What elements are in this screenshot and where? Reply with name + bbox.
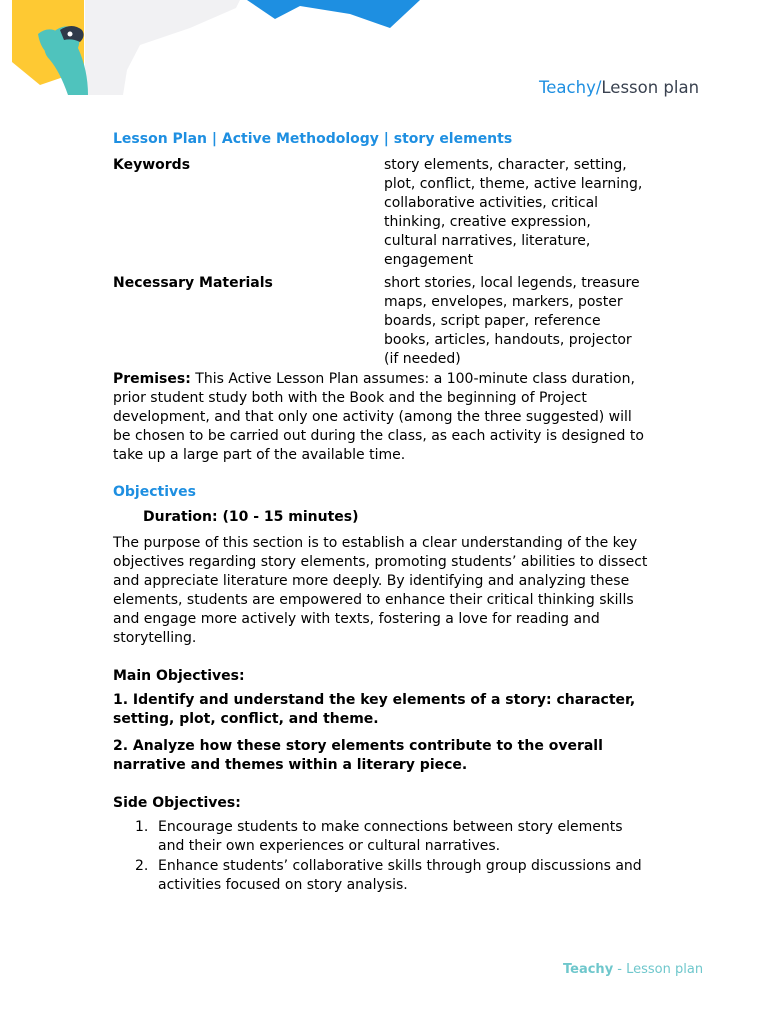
brand-name: Teachy/	[539, 78, 602, 97]
side-objectives-list	[113, 818, 653, 895]
materials-label: Necessary Materials	[113, 275, 273, 291]
objectives-purpose: The purpose of this section is to establish a clear understanding of the key objectives regarding story elements, promoting students’ abilities to dissect and appreciate literature more deeply. By identifying and analyzing these elements, students are empowered to enhance their critical thinking skills and engage more actively with texts, fostering a love for reading and storytelling.	[113, 535, 648, 646]
page-title: Lesson Plan | Active Methodology | story elements	[113, 131, 513, 147]
lesson-plan-body	[113, 130, 653, 896]
side-objectives-heading: Side Objectives:	[113, 795, 241, 811]
main-objectives-heading: Main Objectives:	[113, 668, 245, 684]
objectives-duration: Duration: (10 - 15 minutes)	[143, 509, 359, 525]
grey-header-shape	[85, 0, 240, 95]
materials-row	[113, 274, 653, 369]
list-item	[113, 818, 653, 856]
page-footer	[563, 961, 703, 978]
premises-paragraph	[113, 370, 653, 465]
main-objective-item: 1. Identify and understand the key elements of a story: character, setting, plot, conflict, and theme.	[113, 692, 636, 727]
materials-value: short stories, local legends, treasure maps, envelopes, markers, poster boards, script paper, reference books, articles, handouts, projector (if needed)	[384, 275, 640, 367]
list-item-text: Encourage students to make connections between story elements and their own experiences or cultural narratives.	[158, 819, 623, 854]
blue-header-shape	[247, 0, 420, 28]
list-item-number: 2.	[135, 858, 149, 874]
keywords-row	[113, 156, 653, 270]
brand-doc-type: Lesson plan	[601, 78, 700, 97]
footer-doc-type: - Lesson plan	[613, 962, 704, 977]
objectives-heading: Objectives	[113, 484, 196, 500]
header-brand	[539, 78, 699, 98]
premises-text: This Active Lesson Plan assumes: a 100-minute class duration, prior student study both with the Book and the beginning of Project development, and that only one activity (among the three suggested) will be chosen to be carried out during the class, as each activity is designed to take up a large part of the available time.	[113, 371, 644, 463]
list-item-number: 1.	[135, 819, 149, 835]
main-objective-item: 2. Analyze how these story elements contribute to the overall narrative and themes within a literary piece.	[113, 738, 603, 773]
list-item-text: Enhance students’ collaborative skills through group discussions and activities focused on story analysis.	[158, 858, 642, 893]
list-item	[113, 857, 653, 895]
keywords-value: story elements, character, setting, plot, conflict, theme, active learning, collaborative activities, critical thinking, creative expression, cultural narratives, literature, engagement	[384, 157, 643, 268]
premises-label: Premises:	[113, 371, 191, 387]
footer-brand: Teachy	[563, 962, 614, 977]
keywords-label: Keywords	[113, 157, 191, 173]
